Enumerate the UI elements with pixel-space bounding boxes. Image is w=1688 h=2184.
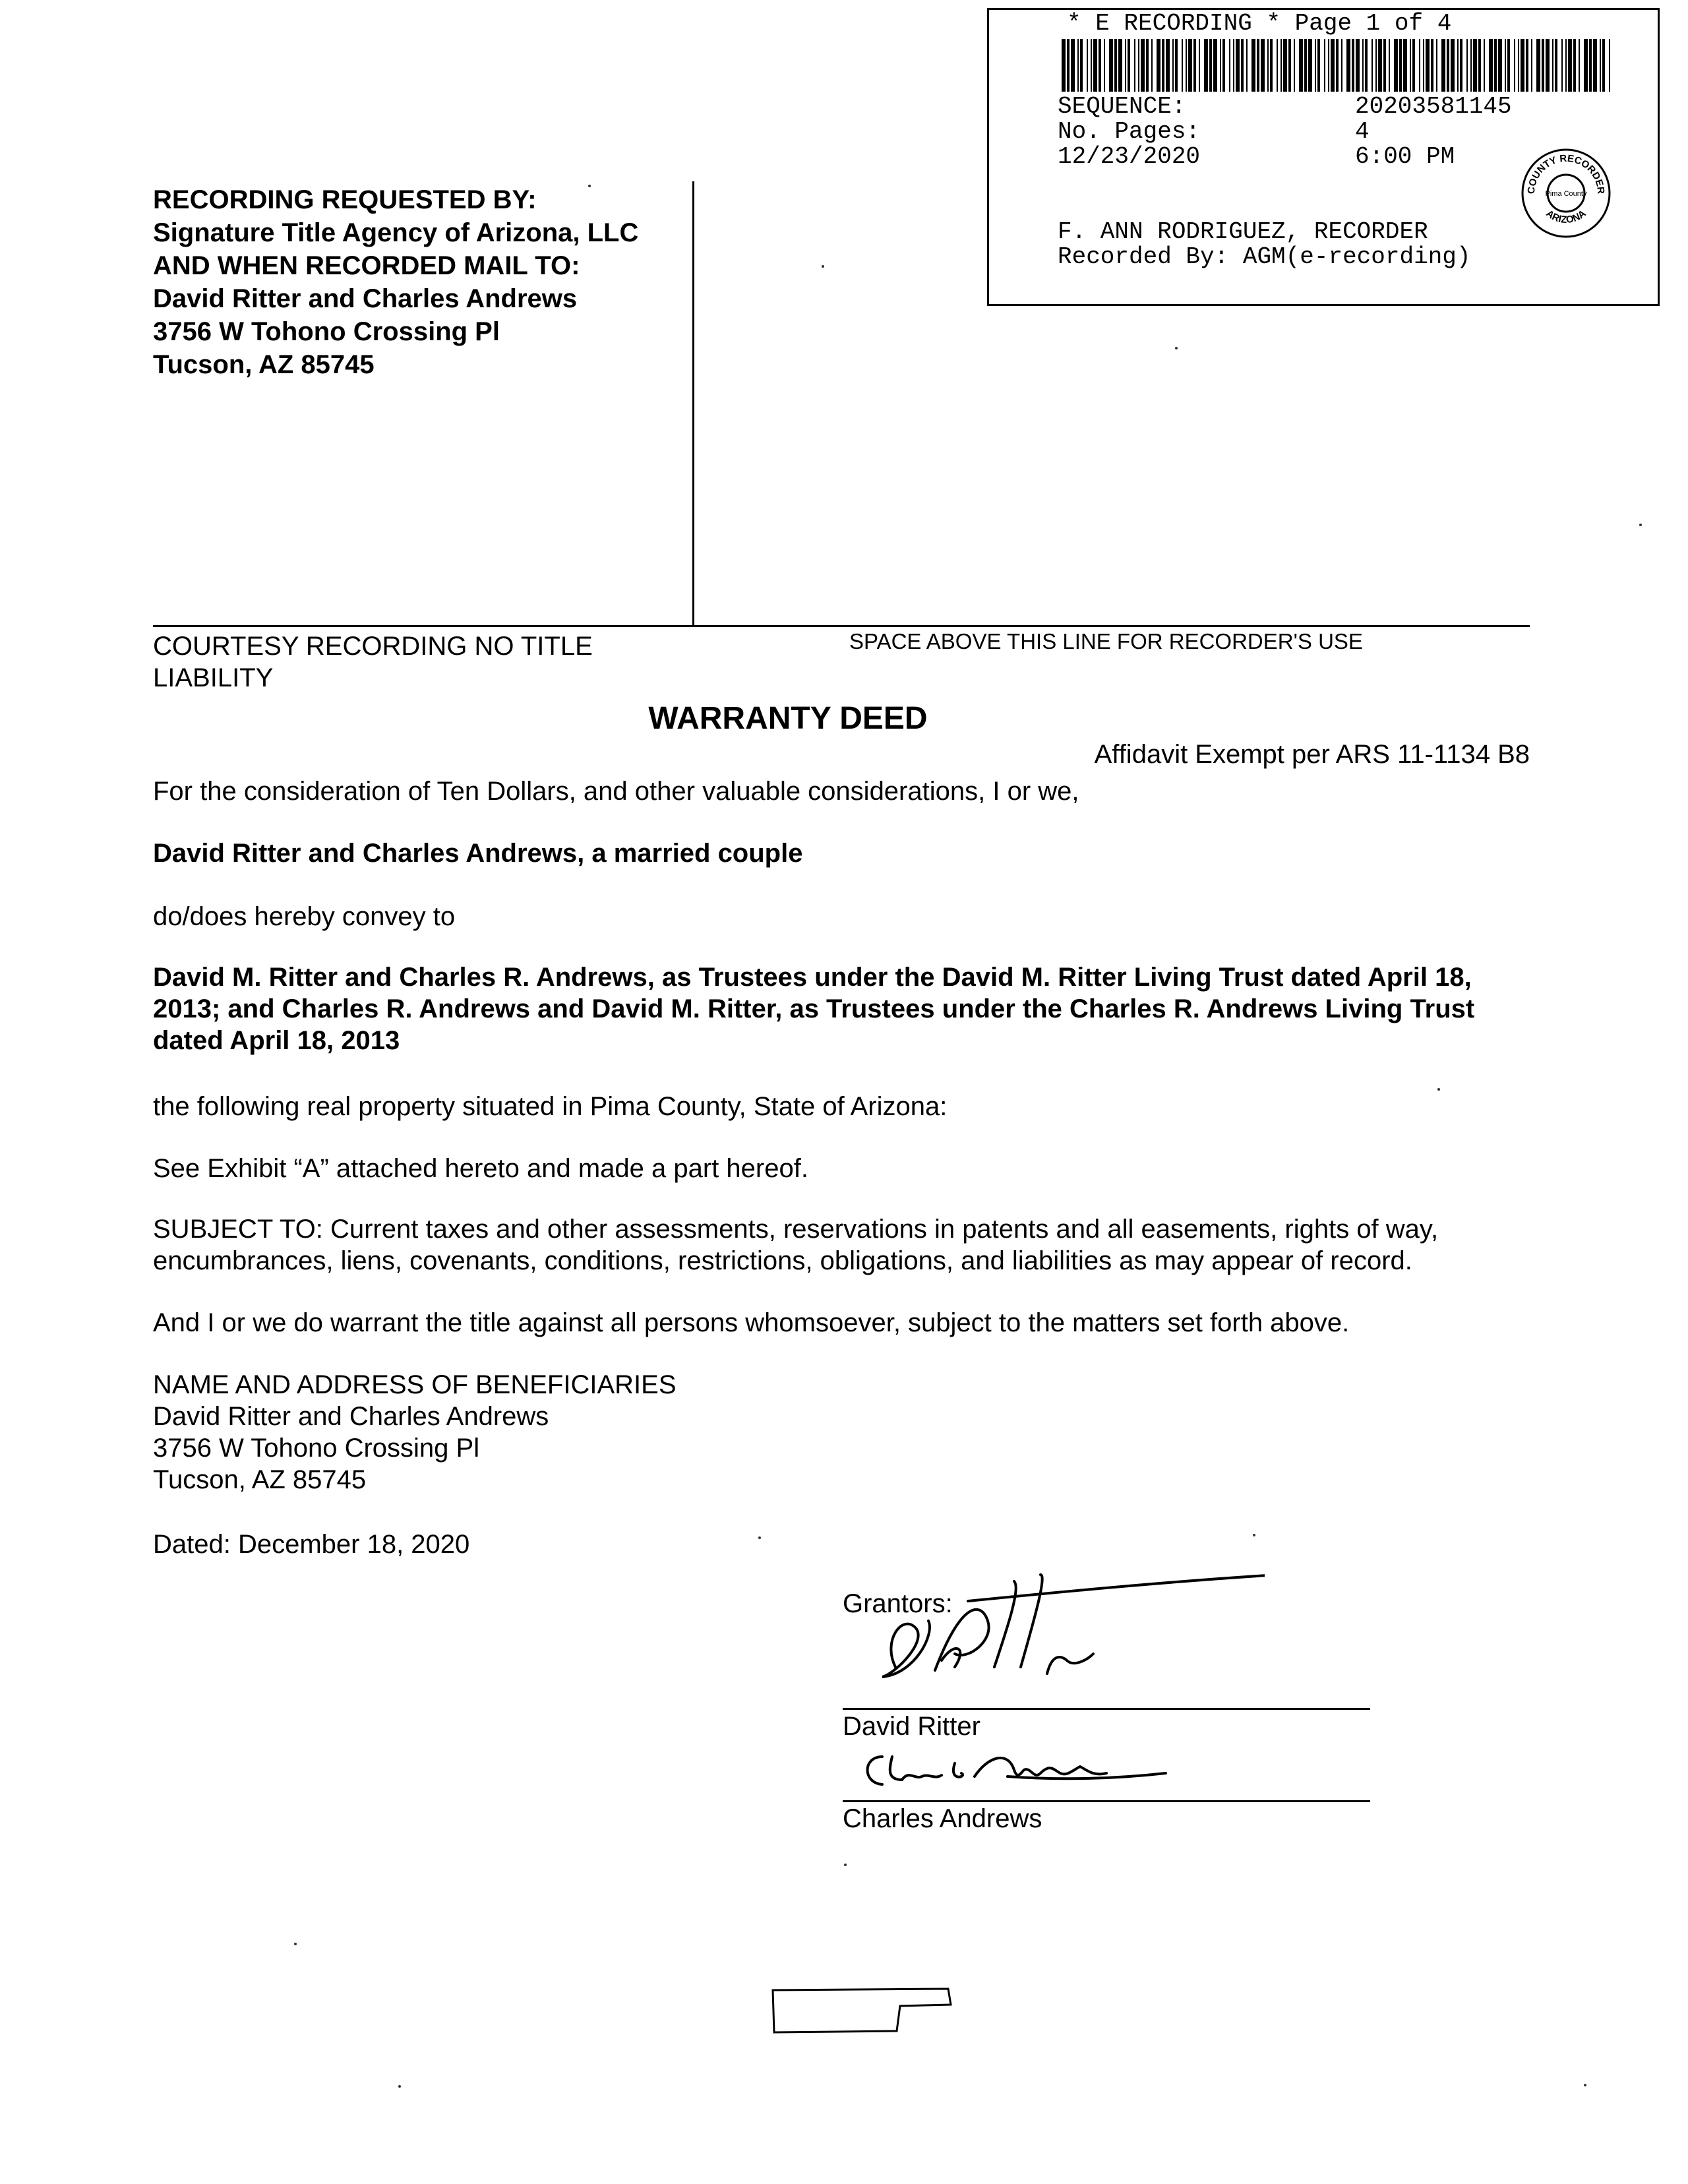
barcode-bar <box>1602 39 1605 92</box>
barcode-bar <box>1514 39 1515 92</box>
barcode-bar <box>1546 39 1550 92</box>
beneficiaries-name: David Ritter and Charles Andrews <box>153 1402 549 1431</box>
barcode-bar <box>1460 39 1462 92</box>
barcode-bar <box>1579 39 1580 92</box>
barcode-bar <box>1315 39 1316 92</box>
scan-speck <box>398 2085 401 2088</box>
beneficiaries-street: 3756 W Tohono Crossing Pl <box>153 1434 480 1463</box>
warranty-clause: And I or we do warrant the title against all persons whomsoever, subject to the matters set forth above. <box>153 1308 1350 1337</box>
consideration-clause: For the consideration of Ten Dollars, and other valuable considerations, I or we, <box>153 777 1079 806</box>
barcode-bar <box>1362 39 1364 92</box>
barcode-bar <box>1062 39 1066 92</box>
barcode-bar <box>1172 39 1174 92</box>
barcode-bar <box>1175 39 1178 92</box>
barcode-bar <box>1071 39 1075 92</box>
recorded-by: Recorded By: AGM(e-recording) <box>1058 243 1471 270</box>
courtesy-recording-note: COURTESY RECORDING NO TITLE LIABILITY <box>153 632 593 692</box>
barcode-bar <box>1498 39 1502 92</box>
barcode-bar <box>1283 39 1287 92</box>
barcode-bar <box>1457 39 1459 92</box>
barcode-bar <box>1091 39 1092 92</box>
sequence-label: SEQUENCE: <box>1058 93 1186 120</box>
barcode-bar <box>1431 39 1433 92</box>
subject-to-clause: SUBJECT TO: Current taxes and other assessments, reservations in patents and all easements, rights of way, encumbrances, liens, covenants, conditions, restrictions, obligations, and liabilities as may appear of record. <box>153 1215 1439 1275</box>
barcode-bar <box>1267 39 1269 92</box>
barcode-bar <box>1317 39 1320 92</box>
barcode-bar <box>1593 39 1597 92</box>
barcode-bar <box>1199 39 1200 92</box>
barcode-bar <box>1251 39 1255 92</box>
barcode-bar <box>1077 39 1079 92</box>
mail-to-name: David Ritter and Charles Andrews <box>153 284 578 313</box>
barcode-bar <box>1288 39 1291 92</box>
barcode-bar <box>1182 39 1183 92</box>
barcode-bar <box>1304 39 1307 92</box>
barcode-bar <box>1412 39 1415 92</box>
barcode-bar <box>1372 39 1373 92</box>
barcode-bar <box>1375 39 1377 92</box>
mail-to-heading: AND WHEN RECORDED MAIL TO: <box>153 251 580 280</box>
grantees-names: David M. Ritter and Charles R. Andrews, as Trustees under the David M. Ritter Living Trust dated April 18, 2013; and Charles R. Andrews and David M. Ritter, as Trustees under the Charles R. Andrews Living Trust dated April 18, 2013 <box>153 963 1475 1055</box>
barcode-bar <box>1166 39 1170 92</box>
seal-text-center: Pima County <box>1545 190 1587 198</box>
barcode-bar <box>1257 39 1259 92</box>
barcode-bar <box>1561 39 1563 92</box>
barcode-bar <box>1484 39 1485 92</box>
barcode-bar <box>1441 39 1445 92</box>
seal-text-bottom: ARIZONA <box>1544 208 1588 226</box>
beneficiaries-heading: NAME AND ADDRESS OF BENEFICIARIES <box>153 1370 677 1399</box>
county-seal-icon <box>1520 147 1612 239</box>
barcode-bar <box>1324 39 1325 92</box>
barcode-bar <box>1341 39 1342 92</box>
seal-text-top: COUNTY RECORDER <box>1525 152 1607 195</box>
recording-requested-block <box>153 183 638 381</box>
dated-line: Dated: December 18, 2020 <box>153 1530 470 1559</box>
scan-speck <box>1253 1534 1255 1536</box>
barcode-bar <box>1584 39 1588 92</box>
barcode-bar <box>1451 39 1455 92</box>
barcode-bar <box>1299 39 1303 92</box>
barcode-bar <box>1489 39 1493 92</box>
requested-by-heading: RECORDING REQUESTED BY: <box>153 185 537 214</box>
blank-stamp-mark <box>771 1986 956 2039</box>
scan-speck <box>294 1943 297 1945</box>
barcode-bar <box>1403 39 1407 92</box>
signature-line-2 <box>843 1800 1370 1802</box>
barcode-bar <box>1109 39 1113 92</box>
affidavit-exempt: Affidavit Exempt per ARS 11-1134 B8 <box>1094 740 1530 769</box>
barcode-bar <box>1281 39 1282 92</box>
barcode-bar <box>1213 39 1217 92</box>
barcode-bar <box>1352 39 1354 92</box>
barcode-bar <box>1151 39 1153 92</box>
barcode-bar <box>1236 39 1240 92</box>
requested-by-agency: Signature Title Agency of Arizona, LLC <box>153 218 639 247</box>
barcode-bar <box>1565 39 1567 92</box>
scan-speck <box>844 1864 847 1866</box>
barcode-bar <box>1394 39 1398 92</box>
pages-value: 4 <box>1355 118 1370 145</box>
barcode-bar <box>1383 39 1386 92</box>
signer-2-name: Charles Andrews <box>843 1804 1042 1833</box>
barcode-bar <box>1118 39 1122 92</box>
scan-speck <box>1437 1088 1440 1091</box>
barcode-bar <box>1555 39 1557 92</box>
barcode-bar <box>1209 39 1212 92</box>
scan-speck <box>758 1536 761 1539</box>
barcode-bar <box>1134 39 1135 92</box>
barcode-bar <box>1436 39 1437 92</box>
barcode-bar <box>1308 39 1312 92</box>
barcode-bar <box>1419 39 1420 92</box>
barcode-bar <box>1478 39 1481 92</box>
scan-speck <box>1175 347 1178 349</box>
recorder-use-note: SPACE ABOVE THIS LINE FOR RECORDER'S USE <box>849 629 1363 653</box>
barcode-bar <box>1531 39 1532 92</box>
barcode-bar <box>1346 39 1350 92</box>
barcode-bar <box>1222 39 1225 92</box>
barcode-bar <box>1365 39 1368 92</box>
barcode-bar <box>1331 39 1335 92</box>
barcode-bar <box>1128 39 1130 92</box>
mail-to-street: 3756 W Tohono Crossing Pl <box>153 317 500 346</box>
signature-charles-andrews <box>856 1744 1225 1796</box>
exhibit-reference: See Exhibit “A” attached hereto and made a part hereof. <box>153 1154 808 1183</box>
barcode-bar <box>1328 39 1329 92</box>
barcode-bar <box>1080 39 1083 92</box>
barcode-bar <box>1141 39 1145 92</box>
barcode-bar <box>1157 39 1160 92</box>
barcode-bar <box>1573 39 1576 92</box>
barcode-bar <box>1609 39 1610 92</box>
barcode-bar <box>1410 39 1411 92</box>
barcode-bar <box>1426 39 1430 92</box>
barcode-bar <box>1261 39 1265 92</box>
signature-line-1 <box>843 1708 1370 1710</box>
barcode-bar <box>1518 39 1519 92</box>
barcode-bar <box>1204 39 1208 92</box>
barcode-bar <box>1423 39 1424 92</box>
recorder-use-line <box>153 625 1530 627</box>
barcode-bar <box>1233 39 1234 92</box>
barcode-bar <box>1162 39 1164 92</box>
barcode-bar <box>1188 39 1192 92</box>
barcode-bar <box>1536 39 1540 92</box>
beneficiaries-city: Tucson, AZ 85745 <box>153 1465 367 1494</box>
scan-speck <box>1639 524 1642 526</box>
barcode-bar <box>1494 39 1497 92</box>
convey-clause: do/does hereby convey to <box>153 902 456 931</box>
barcode-bar <box>1505 39 1506 92</box>
barcode-bar <box>1294 39 1295 92</box>
barcode-bar <box>1087 39 1088 92</box>
recording-time: 6:00 PM <box>1355 143 1455 170</box>
barcode-bar <box>1470 39 1472 92</box>
barcode-bar <box>1146 39 1149 92</box>
barcode-bar <box>1114 39 1117 92</box>
barcode-bar <box>1568 39 1572 92</box>
sequence-value: 20203581145 <box>1355 93 1512 120</box>
barcode-bar <box>1277 39 1278 92</box>
barcode-bar <box>1246 39 1248 92</box>
document-title: WARRANTY DEED <box>648 701 928 736</box>
mail-to-city: Tucson, AZ 85745 <box>153 350 375 379</box>
signer-1-name: David Ritter <box>843 1712 980 1741</box>
grantors-label: Grantors: <box>843 1589 953 1618</box>
barcode-bar <box>1067 39 1070 92</box>
barcode-bar <box>1447 39 1449 92</box>
barcode-bar <box>1138 39 1139 92</box>
barcode-bar <box>1589 39 1592 92</box>
scan-speck <box>822 265 824 268</box>
barcode-bar <box>1229 39 1230 92</box>
barcode-bar <box>1241 39 1244 92</box>
barcode-bar <box>1507 39 1510 92</box>
barcode-bar <box>1186 39 1187 92</box>
recording-date: 12/23/2020 <box>1058 143 1201 170</box>
pages-label: No. Pages: <box>1058 118 1201 145</box>
barcode-bar <box>1099 39 1101 92</box>
barcode-bar <box>1466 39 1468 92</box>
barcode-bar <box>1356 39 1360 92</box>
barcode-bar <box>1552 39 1553 92</box>
barcode-bar <box>1336 39 1339 92</box>
property-clause: the following real property situated in Pima County, State of Arizona: <box>153 1092 948 1121</box>
barcode-bar <box>1104 39 1105 92</box>
recording-header: * E RECORDING * Page 1 of 4 <box>1067 10 1452 37</box>
barcode-bar <box>1389 39 1390 92</box>
recorder-name: F. ANN RODRIGUEZ, RECORDER <box>1058 218 1428 245</box>
barcode-bar <box>1193 39 1196 92</box>
vertical-divider <box>692 181 694 625</box>
barcode-bar <box>1526 39 1528 92</box>
barcode-bar <box>1270 39 1273 92</box>
beneficiaries-block <box>153 1369 1538 1496</box>
barcode-bar <box>1220 39 1221 92</box>
barcode-bar <box>1600 39 1601 92</box>
barcode-bar <box>1399 39 1402 92</box>
barcode-bar <box>1378 39 1382 92</box>
barcode-bar <box>1093 39 1097 92</box>
grantors-names: David Ritter and Charles Andrews, a married couple <box>153 839 803 868</box>
scan-speck <box>588 185 591 187</box>
barcode-bar <box>1542 39 1544 92</box>
recorder-stamp-box <box>987 8 1660 306</box>
barcode-bar <box>1473 39 1477 92</box>
scan-speck <box>1584 2084 1586 2086</box>
barcode-bar <box>1521 39 1524 92</box>
barcode <box>1062 39 1615 92</box>
barcode-bar <box>1125 39 1126 92</box>
signature-david-ritter <box>856 1562 1265 1693</box>
